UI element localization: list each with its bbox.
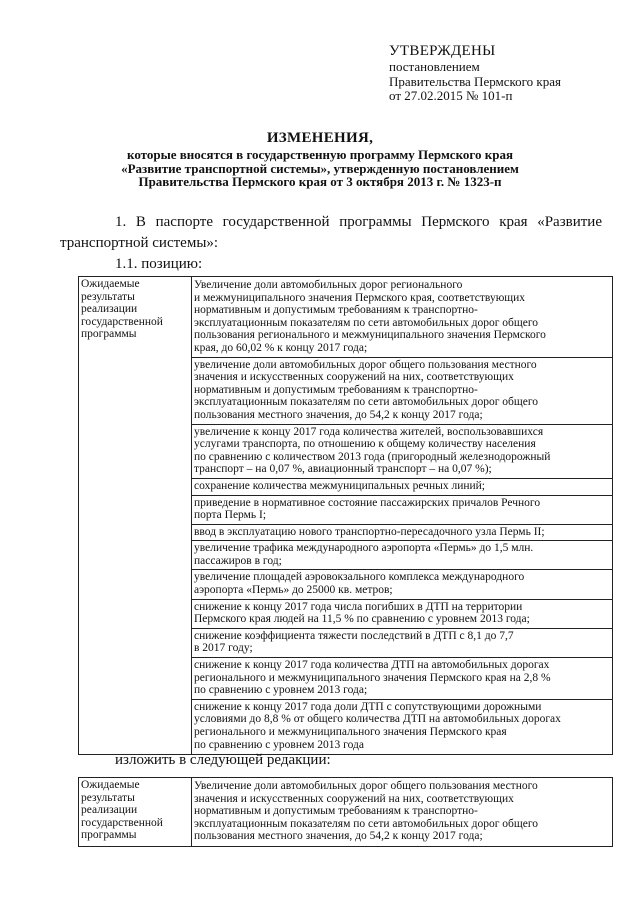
table-items-cell <box>192 778 613 847</box>
body-paragraph <box>60 212 602 275</box>
position-table-old <box>78 276 613 755</box>
heading-title: ИЗМЕНЕНИЯ, <box>266 130 374 146</box>
position-table-new <box>78 777 613 847</box>
approval-line: постановлением <box>389 59 480 74</box>
list-item: увеличение к концу 2017 года количества жителей, воспользовавшихся услугами транспорта, по отношению к общему количеству населения по сравнению с количеством 2013 года (пригородный железнодорожный транспорт – на 0,07 %, авиационный транспорт – на 0,07 %); <box>192 425 612 479</box>
approval-line: Правительства Пермского края <box>389 73 561 89</box>
list-item: снижение к концу 2017 года доли ДТП с сопутствующими дорожными условиями до 8,8 % от общего количества ДТП на автомобильных дорогах регионального и межмуниципального значения Пермского края по сравнению с уровнем 2013 года <box>194 700 561 751</box>
heading-line: Правительства Пермского края от 3 октября 2013 г. № 1323-п <box>138 174 502 189</box>
list-item: снижение к концу 2017 года количества ДТП на автомобильных дорогах регионального и межмуниципального значения Пермского края на 2,8 % по сравнению с уровнем 2013 года; <box>192 658 612 700</box>
list-item: Увеличение доли автомобильных дорог регионального и межмуниципального значения Пермского края, соответствующих нормативным и допустимым требованиям к транспортно- эксплуатационным показателям по сети автомобильных дорог общего пользования регионального и межмуниципального значения Пермского края, до 60,02 % к концу 2017 года; <box>192 278 612 358</box>
paragraph-item-1-1: 1.1. позицию: <box>115 256 203 272</box>
restate-label: изложить в следующей редакции: <box>115 752 331 768</box>
approval-stamp <box>389 42 561 104</box>
list-item: ввод в эксплуатацию нового транспортно-пересадочного узла Пермь II; <box>192 525 612 542</box>
table-row <box>79 277 613 755</box>
table-label-cell <box>79 778 192 847</box>
table-items-cell <box>192 277 613 755</box>
list-item: Увеличение доли автомобильных дорог общего пользования местного значения и искусственных сооружений на них, соответствующих нормативным и допустимым требованиям к транспортно- эксплуатационным показателям по сети автомобильных дорог общего пользования местного значения, до 54,2 к концу 2017 года; <box>194 780 539 843</box>
table-label: Ожидаемые результаты реализации государственной программы <box>81 779 163 842</box>
table-label-cell <box>79 277 192 755</box>
approval-title: УТВЕРЖДЕНЫ <box>389 43 496 59</box>
list-item: снижение к концу 2017 года числа погибших в ДТП на территории Пермского края людей на 11,5 % по сравнению с уровнем 2013 года; <box>192 600 612 629</box>
list-item: сохранение количества межмуниципальных речных линий; <box>192 479 612 496</box>
heading-line: которые вносятся в государственную программу Пермского края <box>127 147 513 162</box>
document-heading <box>0 128 640 189</box>
list-item: увеличение трафика международного аэропорта «Пермь» до 1,5 млн. пассажиров в год; <box>192 541 612 570</box>
paragraph-item-1: 1. В паспорте государственной программы Пермского края «Развитие транспортной системы»: <box>60 214 602 251</box>
table-row <box>79 778 613 847</box>
table-label: Ожидаемые результаты реализации государственной программы <box>81 278 163 341</box>
list-item: приведение в нормативное состояние пассажирских причалов Речного порта Пермь I; <box>192 496 612 525</box>
heading-line: «Развитие транспортной системы», утвержденную постановлением <box>121 160 519 176</box>
list-item: увеличение площадей аэровокзального комплекса международного аэропорта «Пермь» до 25000 кв. метров; <box>192 570 612 599</box>
approval-line: от 27.02.2015 № 101-п <box>389 88 513 103</box>
list-item: снижение коэффициента тяжести последствий в ДТП с 8,1 до 7,7 в 2017 году; <box>192 629 612 658</box>
list-item: увеличение доли автомобильных дорог общего пользования местного значения и искусственных сооружений на них, соответствующих нормативным и допустимым требованиям к транспортно- эксплуатационным показателям по сети автомобильных дорог общего пользования местного значения, до 54,2 к концу 2017 года; <box>192 358 612 425</box>
